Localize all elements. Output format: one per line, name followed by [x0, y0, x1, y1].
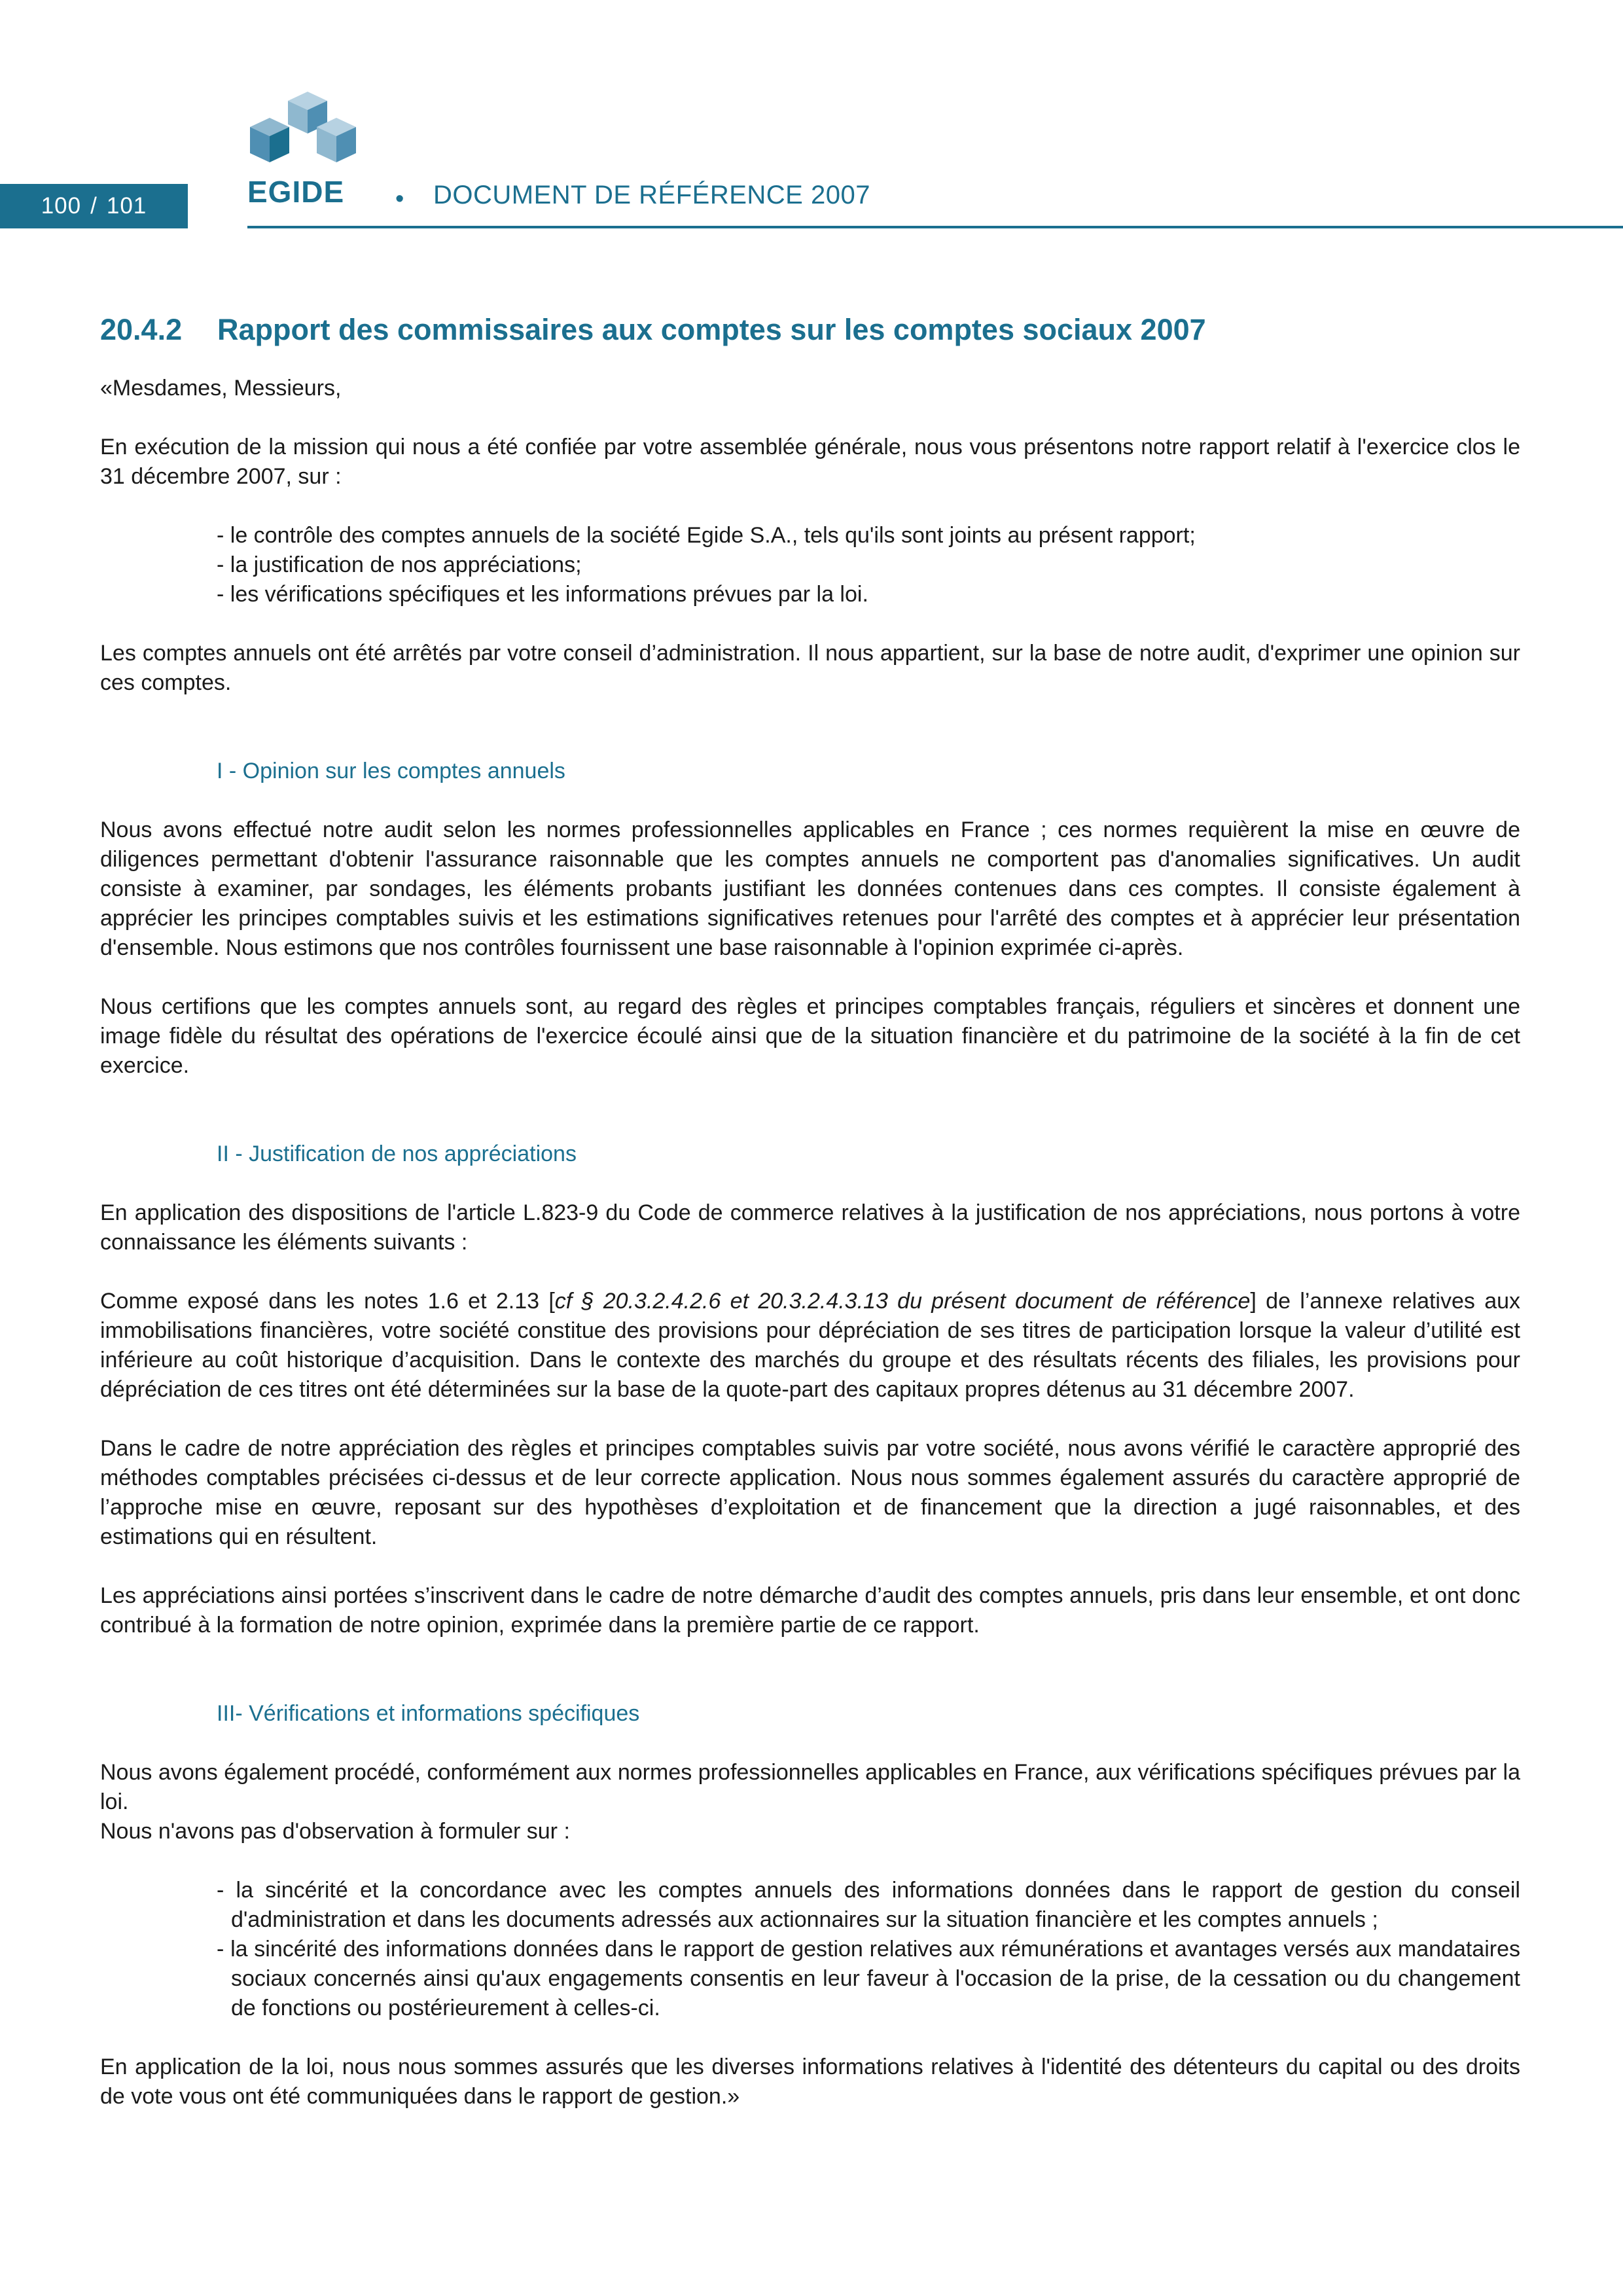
closing-paragraph: En application de la loi, nous nous sommes assurés que les diverses informations relatives à l'identité des détenteurs du capital ou des droits de vote vous ont été communiquées dans le rapport de gestion.» [100, 2054, 1520, 2109]
page-number-next: 101 [106, 193, 147, 219]
verifications-paragraph-2: Nous n'avons pas d'observation à formuler sur : [100, 1819, 570, 1844]
list-item: - la sincérité et la concordance avec les comptes annuels des informations données dans le rapport de gestion du conseil d'administration et dans les documents adressés aux actionnaires sur la situation financière et les comptes annuels ; [217, 1878, 1520, 1932]
opinion-paragraph-2: Nous certifions que les comptes annuels sont, au regard des règles et principes comptables français, réguliers et sincères et donnent une image fidèle du résultat des opérations de l'exercice écoulé ainsi que de la situation financière et du patrimoine de la société à la fin de cet exercice. [100, 994, 1520, 1078]
intro-paragraph: En exécution de la mission qui nous a été confiée par votre assemblée générale, nous vous présentons notre rapport relatif à l'exercice clos le 31 décembre 2007, sur : [100, 435, 1520, 489]
intro-list [217, 521, 1520, 609]
subheading-justification: II - Justification de nos appréciations [217, 1141, 577, 1166]
brand-name: EGIDE [247, 175, 345, 209]
subheading-verifications: III- Vérifications et informations spécifiques [217, 1701, 640, 1726]
list-item: - le contrôle des comptes annuels de la société Egide S.A., tels qu'ils sont joints au présent rapport; [217, 523, 1196, 548]
salutation: «Mesdames, Messieurs, [100, 376, 342, 401]
justification-text-b: ] de l’annexe relatives aux immobilisations financières, votre société constitue des provisions pour dépréciation de ses titres de participation lorsque la valeur d’utilité est inférieure au coût historique d’acquisition. Dans le contexte des marchés du groupe et des résultats récents des filiales, les provisions pour dépréciation de ces titres ont été déterminées sur la base de la quote-part des capitaux propres détenus au 31 décembre 2007. [100, 1289, 1521, 1402]
list-item: - la sincérité des informations données dans le rapport de gestion relatives aux rémunérations et avantages versés aux mandataires sociaux concernés ainsi qu'aux engagements consentis en leur faveur à l'occasion de la prise, de la cessation ou du changement de fonctions ou postérieurement à celles-ci. [217, 1937, 1520, 2020]
section-title-text: Rapport des commissaires aux comptes sur les comptes sociaux 2007 [217, 313, 1206, 346]
report-body [100, 310, 1520, 2111]
observations-list [217, 1876, 1520, 2023]
justification-text-a: Comme exposé dans les notes 1.6 et 2.13 [ [100, 1289, 555, 1314]
page-number-current: 100 [41, 193, 82, 219]
header-divider [247, 226, 1623, 228]
page-number-separator: / [90, 193, 98, 219]
page-number-badge [0, 184, 188, 228]
list-item: - la justification de nos appréciations; [217, 552, 582, 577]
list-item: - les vérifications spécifiques et les informations prévues par la loi. [217, 582, 868, 607]
cross-reference: cf § 20.3.2.4.2.6 et 20.3.2.4.3.13 du présent document de référence [554, 1289, 1251, 1314]
document-title: DOCUMENT DE RÉFÉRENCE 2007 [433, 181, 870, 209]
arrete-paragraph: Les comptes annuels ont été arrêtés par votre conseil d’administration. Il nous appartient, sur la base de notre audit, d'exprimer une opinion sur ces comptes. [100, 641, 1520, 695]
verifications-paragraph-1: Nous avons également procédé, conformément aux normes professionnelles applicables en France, aux vérifications spécifiques prévues par la loi. [100, 1760, 1520, 1814]
header-bullet: • [395, 185, 404, 213]
justification-paragraph-3: Dans le cadre de notre appréciation des règles et principes comptables suivis par votre société, nous avons vérifié le caractère approprié des méthodes comptables précisées ci-dessus et de leur correcte application. Nous nous sommes également assurés du caractère approprié de l’approche mise en œuvre, reposant sur des hypothèses d’exploitation et de financement que la direction a jugé raisonnables, et des estimations qui en résultent. [100, 1436, 1520, 1549]
section-number: 20.4.2 [100, 313, 183, 346]
subheading-opinion: I - Opinion sur les comptes annuels [217, 759, 565, 783]
justification-paragraph-1: En application des dispositions de l'article L.823-9 du Code de commerce relatives à la justification de nos appréciations, nous portons à votre connaissance les éléments suivants : [100, 1200, 1520, 1255]
section-heading [100, 310, 1520, 350]
justification-paragraph-4: Les appréciations ainsi portées s’inscrivent dans le cadre de notre démarche d’audit des comptes annuels, pris dans leur ensemble, et ont donc contribué à la formation de notre opinion, exprimée dans la première partie de ce rapport. [100, 1583, 1520, 1638]
justification-paragraph-2 [100, 1287, 1520, 1405]
opinion-paragraph-1: Nous avons effectué notre audit selon les normes professionnelles applicables en France ; ces normes requièrent la mise en œuvre de diligences permettant d'obtenir l'assurance raisonnable que les comptes annuels ne comportent pas d'anomalies significatives. Un audit consiste à examiner, par sondages, les éléments probants justifiant les données contenues dans ces comptes. Il consiste également à apprécier les principes comptables suivis et les estimations significatives retenues pour l'arrêté des comptes et à apprécier leur présentation d'ensemble. Nous estimons que nos contrôles fournissent une base raisonnable à l'opinion exprimée ci-après. [100, 817, 1520, 960]
